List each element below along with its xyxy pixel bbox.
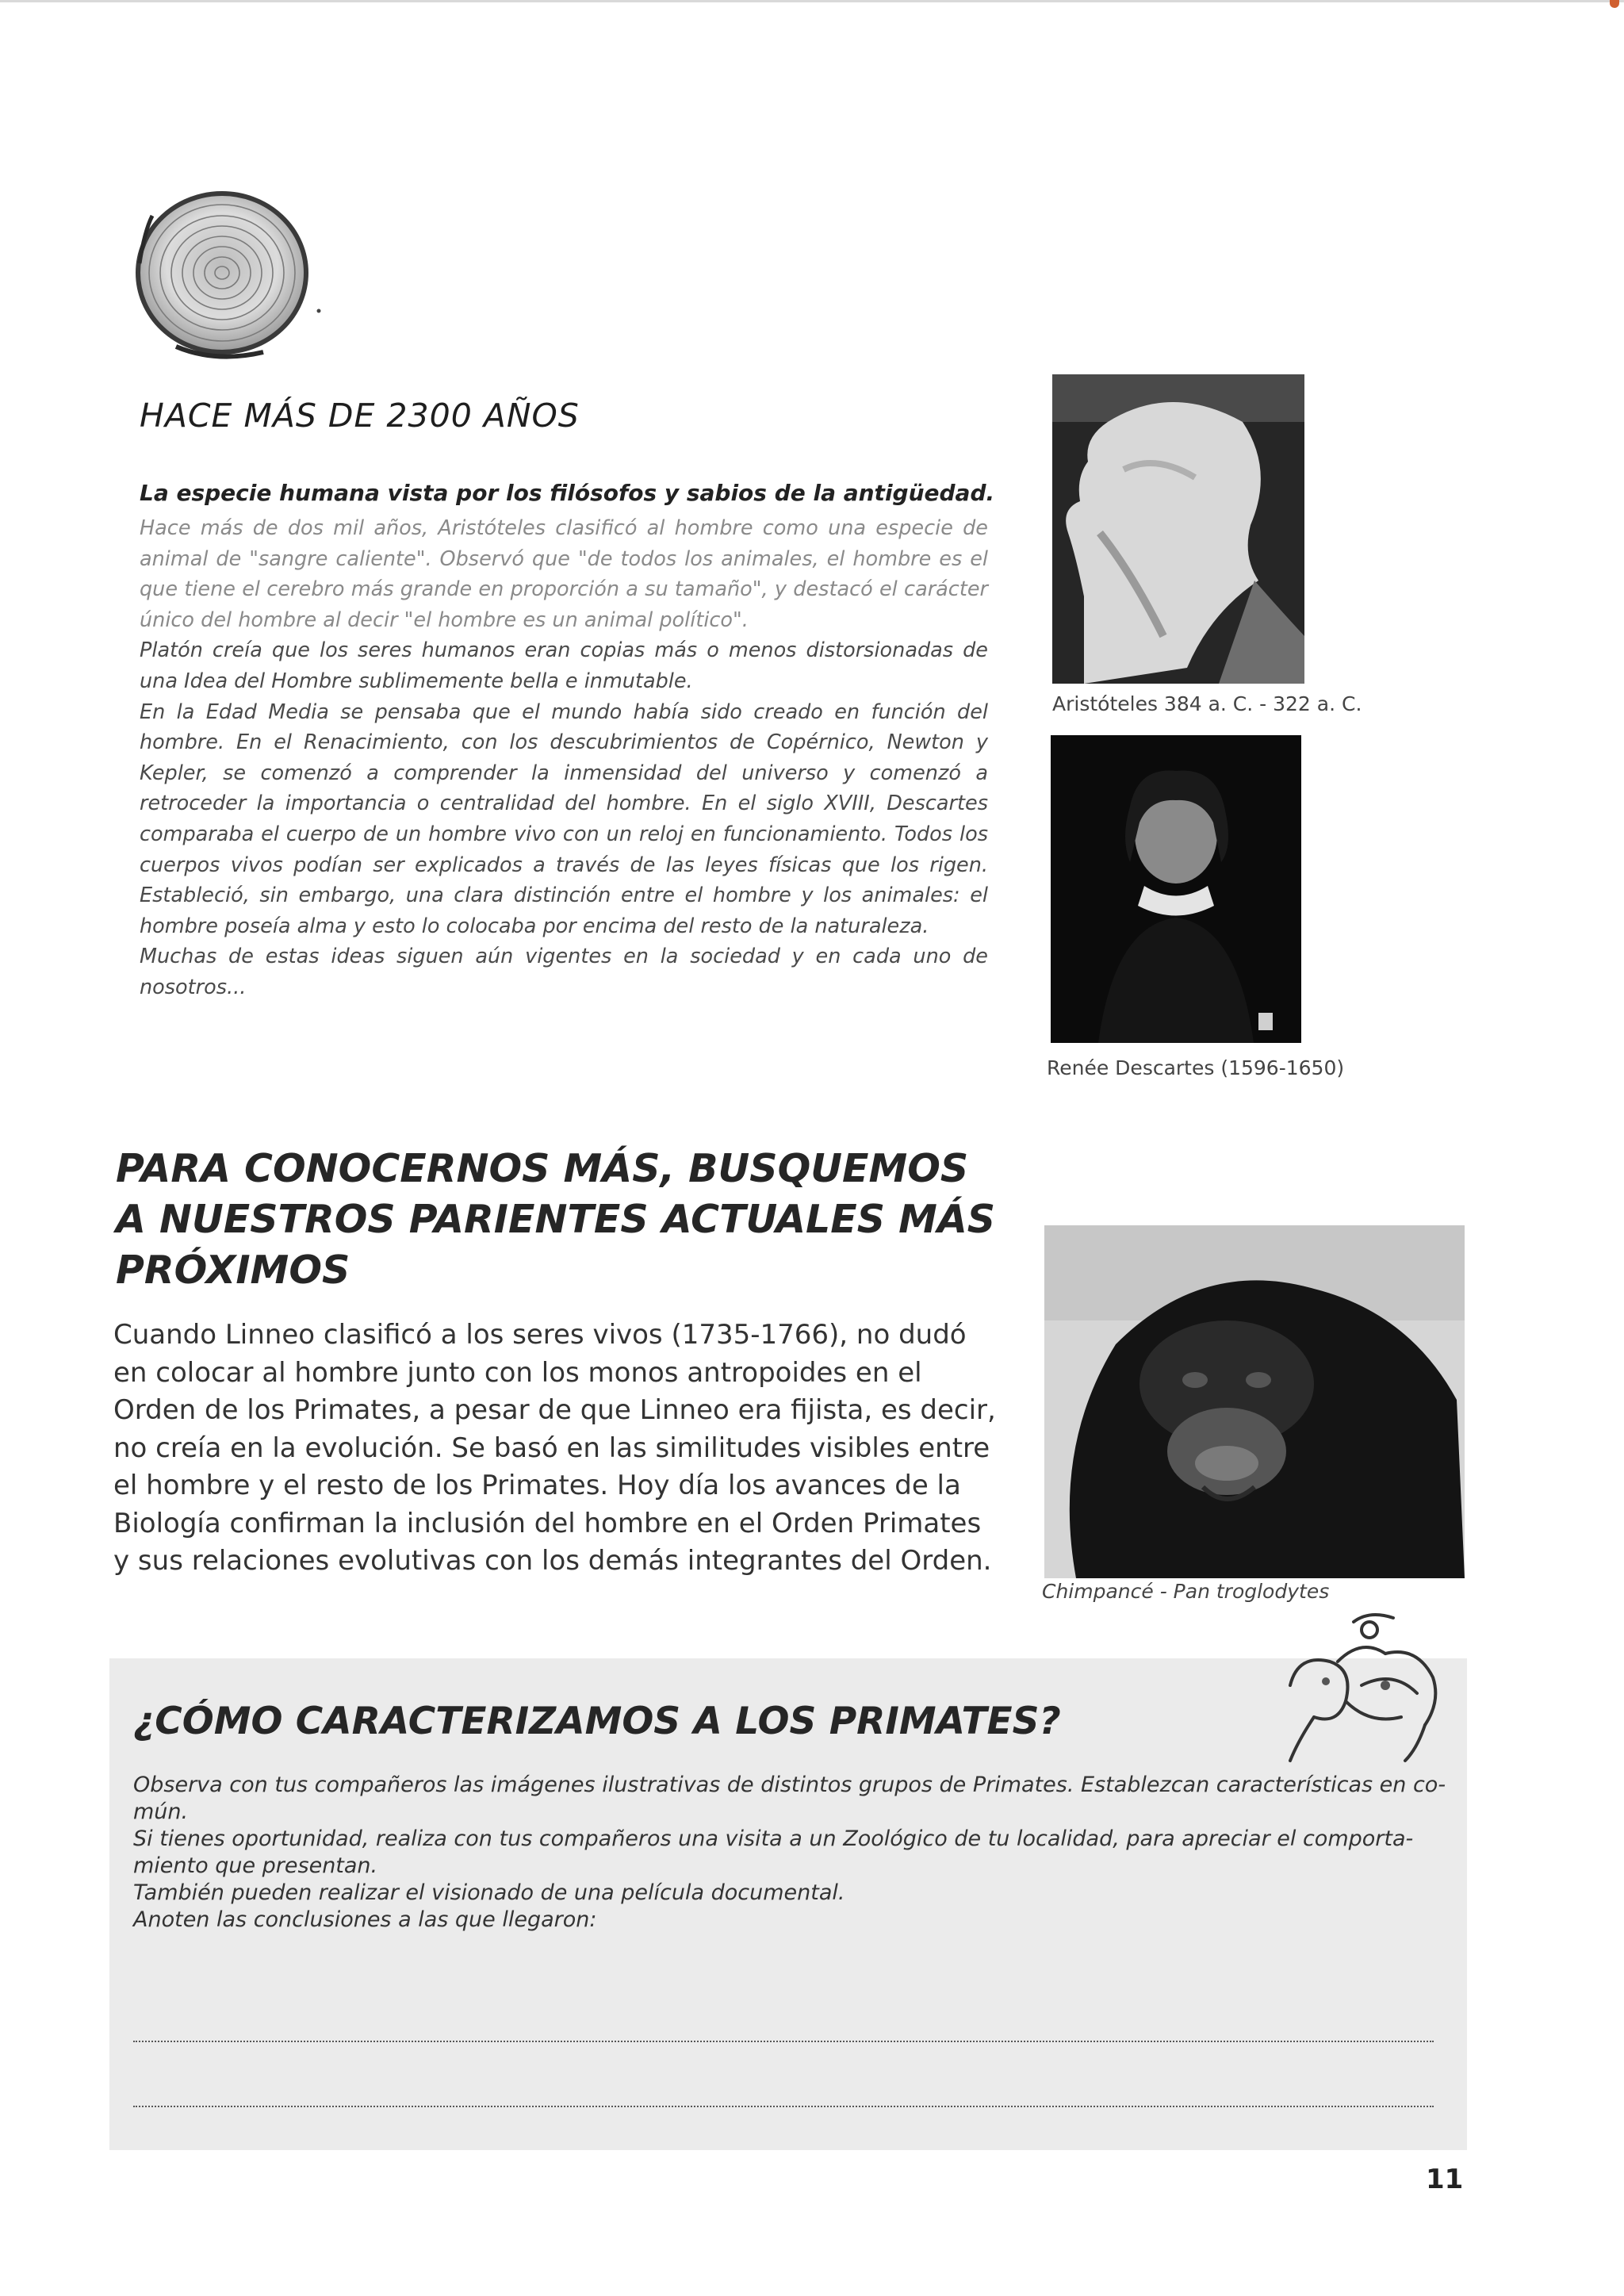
section2-title — [116, 1144, 995, 1296]
section3-title: ¿CÓMO CARACTERIZAMOS A LOS PRIMATES? — [133, 1700, 1061, 1743]
instruction-line-4: miento que presentan. — [133, 1853, 378, 1878]
instruction-line-3: Si tienes oportunidad, realiza con tus compañeros una visita a un Zoológico de tu localidad, para apreciar el comporta- — [133, 1826, 1414, 1851]
caption-descartes: Renée Descartes (1596-1650) — [1047, 1056, 1345, 1079]
instruction-line-6: Anoten las conclusiones a las que llegaron: — [133, 1907, 597, 1932]
answer-line-1[interactable] — [133, 2041, 1434, 2042]
caption-aristotle: Aristóteles 384 a. C. - 322 a. C. — [1052, 692, 1362, 715]
section3-instructions — [133, 1772, 1450, 1934]
chimpanzee-photo — [1044, 1225, 1465, 1578]
answer-line-2[interactable] — [133, 2106, 1434, 2107]
section2-title-line-1: PARA CONOCERNOS MÁS, BUSQUEMOS — [116, 1146, 969, 1191]
section1-body — [140, 513, 988, 1003]
paragraph-aristoteles: Hace más de dos mil años, Aristóteles clasificó al hombre como una especie de animal de "sangre caliente". Observó que "de todos los animales, el hombre es el que tiene el cerebro más grande en proporción a su tamaño", y destacó el carácter único del hombre al decir "el hombre es un animal político". — [140, 516, 988, 632]
section1-title: HACE MÁS DE 2300 AÑOS — [140, 397, 580, 435]
primates-drawing-icon — [1266, 1606, 1457, 1765]
section2-title-line-2: A NUESTROS PARIENTES ACTUALES MÁS — [116, 1197, 996, 1242]
page-number: 11 — [1426, 2164, 1464, 2195]
descartes-portrait-photo — [1051, 735, 1301, 1043]
caption-chimpanzee: Chimpancé - Pan troglodytes — [1042, 1580, 1330, 1603]
corner-mark — [1610, 0, 1619, 8]
section2-title-line-3: PRÓXIMOS — [116, 1248, 350, 1293]
instruction-line-1: Observa con tus compañeros las imágenes ilustrativas de distintos grupos de Primates. Establezcan características en co- — [133, 1773, 1446, 1797]
instruction-line-2: mún. — [133, 1800, 189, 1824]
tree-ring-icon — [128, 184, 327, 366]
instruction-line-5: También pueden realizar el visionado de una película documental. — [133, 1880, 845, 1905]
paragraph-conclusion: Muchas de estas ideas siguen aún vigentes en la sociedad y en cada uno de nosotros... — [140, 945, 988, 999]
aristotle-bust-photo — [1052, 374, 1304, 684]
paragraph-edad-media: En la Edad Media se pensaba que el mundo había sido creado en función del hombre. En el Renacimiento, con los descubrimientos de Copérnico, Newton y Kepler, se comenzó a comprender la inmensidad del universo y comenzó a retroceder la importancia o centralidad del hombre. En el siglo XVIII, Descartes comparaba el cuerpo de un hombre vivo con un reloj en funcionamiento. Todos los cuerpos vivos podían ser explicados a través de las leyes físicas que los rigen. Estableció, sin embargo, una clara distinción entre el hombre y los animales: el hombre poseía alma y esto lo colocaba por encima del resto de la naturaleza. — [140, 700, 988, 938]
section2-body: Cuando Linneo clasificó a los seres vivos (1735-1766), no dudó en colocar al hombre junto con los monos antropoides en el Orden de los Primates, a pesar de que Linneo era fijista, es decir, no creía en la evolución. Se basó en las similitudes visibles entre el hombre y el resto de los Primates. Hoy día los avances de la Biología confirman la inclusión del hombre en el Orden Primates y sus relaciones evolutivas con los demás integrantes del Orden. — [113, 1319, 996, 1577]
section1-subtitle: La especie humana vista por los filósofos y sabios de la antigüedad. — [140, 480, 995, 506]
paragraph-platon: Platón creía que los seres humanos eran copias más o menos distorsionadas de una Idea del Hombre sublimemente bella e inmutable. — [140, 638, 988, 693]
top-border-line — [0, 0, 1624, 2]
